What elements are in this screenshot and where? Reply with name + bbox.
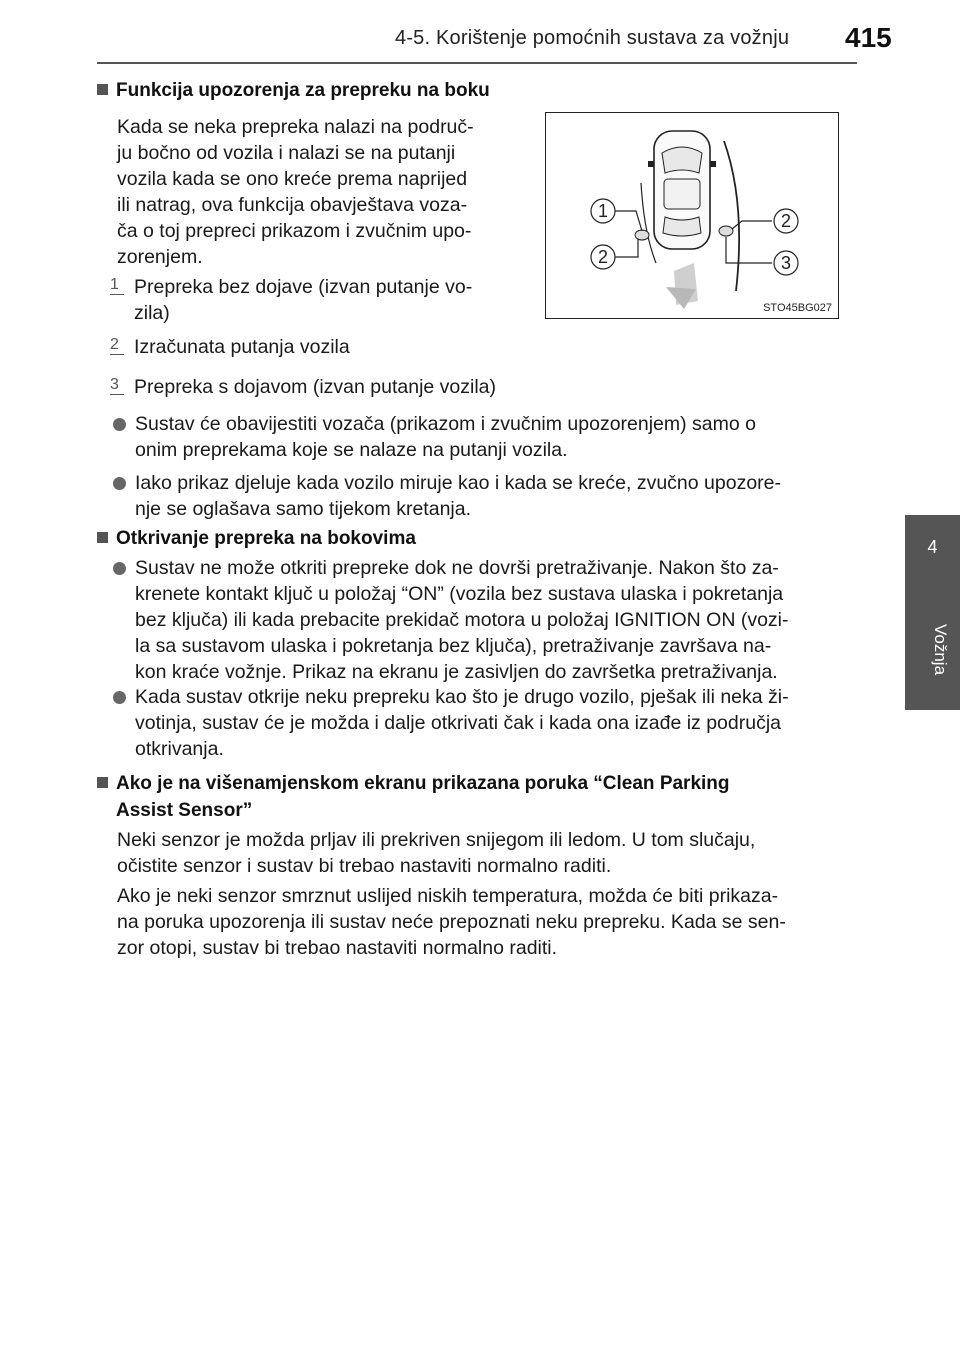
heading-text: Otkrivanje prepreka na bokovima — [116, 528, 416, 549]
bullet-dot-icon — [113, 562, 126, 575]
computed-path-arrow-icon — [666, 263, 698, 309]
car-top-view-icon — [648, 131, 716, 249]
intro-paragraph — [117, 114, 519, 270]
text-line: na poruka upozorenja ili sustav neće prepoznati neku prepreku. Kada se sen- — [117, 911, 786, 933]
callout-label: 2 — [597, 247, 609, 267]
bullet-text — [135, 555, 859, 685]
text-line: bez ključa) ili kada prebacite prekidač motora u položaj IGNITION ON (vozi- — [135, 609, 789, 631]
text-line: Prepreka s dojavom (izvan putanje vozila) — [134, 376, 497, 398]
heading-square-icon — [97, 532, 108, 543]
callout-3 — [774, 251, 798, 275]
text-line: ča o toj prepreci prikazom i zvučnim upo- — [117, 220, 472, 242]
bullet-item — [113, 411, 859, 463]
item-number: 2 — [110, 336, 124, 355]
heading-text: Ako je na višenamjenskom ekranu prikazana poruka “Clean Parking — [116, 773, 730, 794]
legend-item-2 — [110, 334, 520, 360]
text-line: krenete kontakt ključ u položaj “ON” (vozila bez sustava ulaska i pokretanja — [135, 583, 784, 605]
text-line: očistite senzor i sustav bi trebao nastaviti normalno raditi. — [117, 855, 612, 877]
callout-1 — [591, 199, 615, 223]
item-number: 3 — [110, 376, 124, 395]
callout-label: 2 — [780, 211, 792, 231]
text-line: zorenjem. — [117, 246, 203, 268]
text-line: Iako prikaz djeluje kada vozilo miruje kao i kada se kreće, zvučno upozore- — [135, 472, 781, 494]
section-heading-clean-sensor — [97, 770, 857, 824]
text-line: Kada se neka prepreka nalazi na područ- — [117, 116, 474, 138]
text-line: kon kraće vožnje. Prikaz na ekranu je zasivljen do završetka pretraživanja. — [135, 661, 778, 683]
bullet-text — [135, 684, 859, 762]
text-line: ju bočno od vozila i nalazi se na putanji — [117, 142, 456, 164]
text-line: ili natrag, ova funkcija obavještava voza- — [117, 194, 468, 216]
text-line: zila) — [134, 302, 170, 324]
bullet-text — [135, 470, 859, 522]
callout-label: 1 — [597, 201, 609, 221]
bullet-item — [113, 470, 859, 522]
item-number: 1 — [110, 276, 124, 295]
chapter-label: Vožnja — [931, 624, 950, 676]
page-number: 415 — [845, 22, 892, 53]
heading-square-icon — [97, 84, 108, 95]
text-line: votinja, sustav će je možda i dalje otkrivati čak i kada ona izađe iz područja — [135, 712, 782, 734]
heading-text: Funkcija upozorenja za prepreku na boku — [116, 80, 490, 101]
text-line: Izračunata putanja vozila — [134, 336, 350, 358]
paragraph — [117, 883, 857, 961]
bullet-dot-icon — [113, 477, 126, 490]
callout-2-right — [774, 209, 798, 233]
text-line: la sa sustavom ulaska i pokretanja bez ključa), pretraživanje završava na- — [135, 635, 772, 657]
text-line: nje se oglašava samo tijekom kretanja. — [135, 498, 472, 520]
bullet-item — [113, 555, 859, 685]
item-text — [134, 274, 520, 326]
section-heading-side-detection — [97, 528, 416, 550]
text-line: Sustav ne može otkriti prepreke dok ne dovrši pretraživanje. Nakon što za- — [135, 557, 779, 579]
text-line: otkrivanja. — [135, 738, 224, 760]
running-header-section: 4-5. Korištenje pomoćnih sustava za vožnju — [395, 27, 790, 49]
section-heading-side-obstacle — [97, 80, 490, 102]
figure-code: STO45BG027 — [763, 302, 832, 314]
bullet-dot-icon — [113, 418, 126, 431]
bullet-dot-icon — [113, 691, 126, 704]
bullet-text — [135, 411, 859, 463]
text-line: zor otopi, sustav bi trebao nastaviti normalno raditi. — [117, 937, 558, 959]
legend-item-1 — [110, 274, 520, 326]
paragraph — [117, 827, 857, 879]
heading-square-icon — [97, 777, 108, 788]
text-line: vozila kada se ono kreće prema naprijed — [117, 168, 468, 190]
text-line: Sustav će obavijestiti vozača (prikazom i zvučnim upozorenjem) samo o — [135, 413, 757, 435]
chapter-number: 4 — [927, 537, 938, 557]
item-text — [134, 334, 520, 360]
text-line: Ako je neki senzor smrznut uslijed niskih temperatura, možda će biti prikaza- — [117, 885, 779, 907]
heading-text: Assist Sensor” — [116, 800, 253, 821]
callout-label: 3 — [780, 253, 792, 273]
diagram-illustration — [546, 113, 838, 318]
bullet-item — [113, 684, 859, 762]
header-divider — [97, 62, 857, 64]
callout-2-left — [591, 245, 615, 269]
chapter-side-tab — [905, 515, 960, 710]
obstacle-diagram-figure — [545, 112, 839, 319]
text-line: Neki senzor je možda prljav ili prekriven snijegom ili ledom. U tom slučaju, — [117, 829, 756, 851]
text-line: Prepreka bez dojave (izvan putanje vo- — [134, 276, 473, 298]
legend-item-3 — [110, 374, 630, 400]
item-text — [134, 374, 630, 400]
text-line: Kada sustav otkrije neku prepreku kao što je drugo vozilo, pješak ili neka ži- — [135, 686, 789, 708]
detection-arc-right — [724, 141, 739, 291]
sensor-right-icon — [719, 226, 733, 236]
text-line: onim preprekama koje se nalaze na putanji vozila. — [135, 439, 568, 461]
sensor-left-icon — [635, 230, 649, 240]
